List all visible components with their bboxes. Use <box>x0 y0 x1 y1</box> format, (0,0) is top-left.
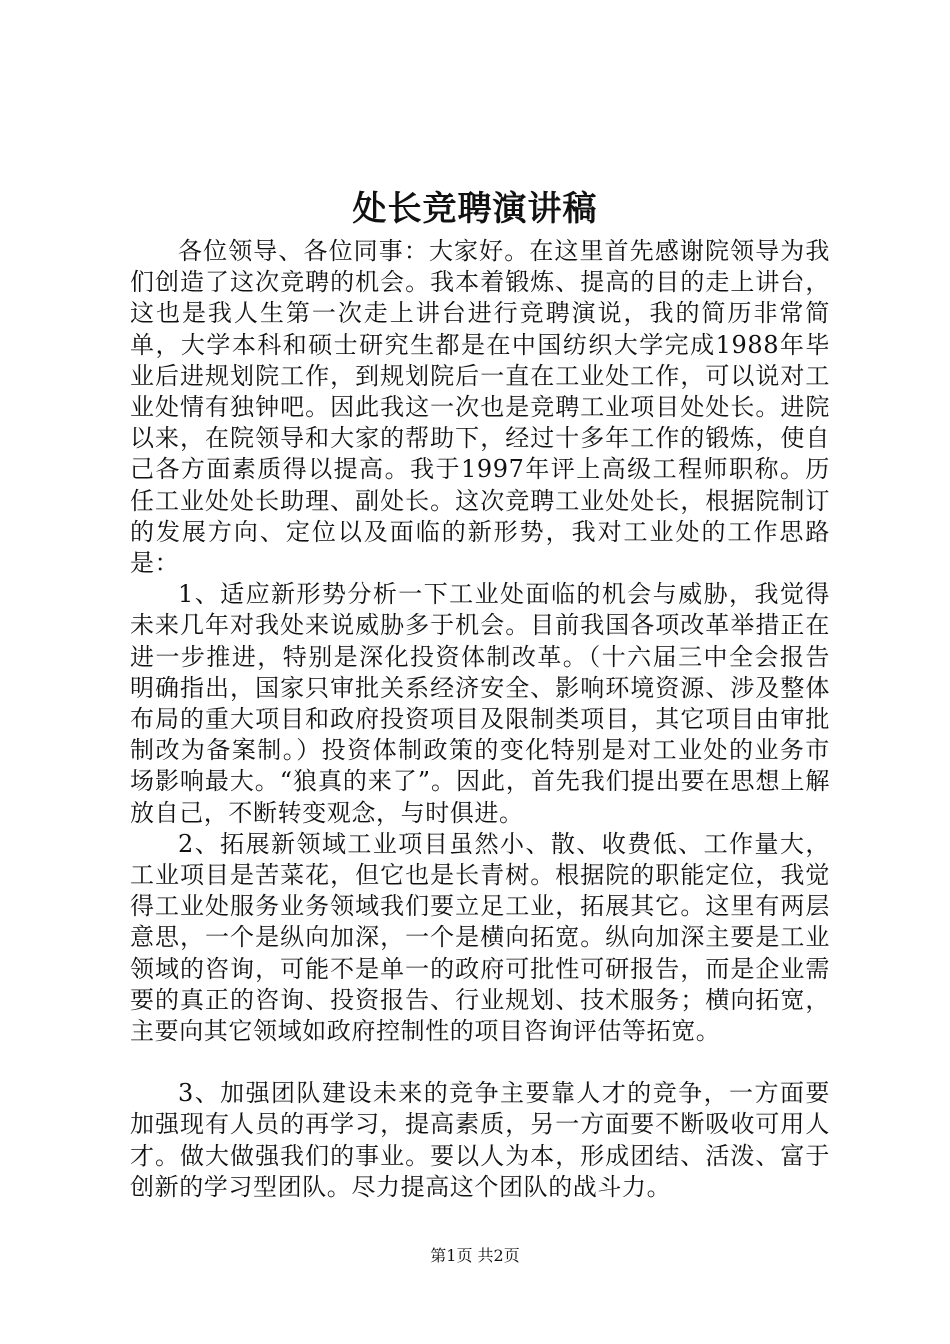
paragraph-point-3: 3、加强团队建设未来的竞争主要靠人才的竞争，一方面要加强现有人员的再学习，提高素质，另一方面要不断吸收可用人才。做大做强我们的事业。要以人为本，形成团结、活泼、富于创新的学习型团队。尽力提高这个团队的战斗力。 <box>130 1079 830 1201</box>
document-body <box>130 236 830 1203</box>
paragraph-intro: 各位领导、各位同事：大家好。在这里首先感谢院领导为我们创造了这次竞聘的机会。我本着锻炼、提高的目的走上讲台，这也是我人生第一次走上讲台进行竞聘演说，我的简历非常简单，大学本科和硕士研究生都是在中国纺织大学完成1988年毕业后进规划院工作，到规划院后一直在工业处工作，可以说对工业处情有独钟吧。因此我这一次也是竞聘工业项目处处长。进院以来，在院领导和大家的帮助下，经过十多年工作的锻炼，使自己各方面素质得以提高。我于1997年评上高级工程师职称。历任工业处处长助理、副处长。这次竞聘工业处处长，根据院制订的发展方向、定位以及面临的新形势，我对工业处的工作思路是： <box>130 237 830 578</box>
paragraph-point-1: 1、适应新形势分析一下工业处面临的机会与威胁，我觉得未来几年对我处来说威胁多于机会。目前我国各项改革举措正在进一步推进，特别是深化投资体制改革。（十六届三中全会报告明确指出，国家只审批关系经济安全、影响环境资源、涉及整体布局的重大项目和政府投资项目及限制类项目，其它项目由审批制改为备案制。）投资体制政策的变化特别是对工业处的业务市场影响最大。“狼真的来了”。因此，首先我们提出要在思想上解放自己，不断转变观念，与时俱进。 <box>130 580 830 827</box>
paragraph-point-2: 2、拓展新领域工业项目虽然小、散、收费低、工作量大，工业项目是苦菜花，但它也是长青树。根据院的职能定位，我觉得工业处服务业务领域我们要立足工业，拓展其它。这里有两层意思，一个是纵向加深，一个是横向拓宽。纵向加深主要是工业领域的咨询，可能不是单一的政府可批性可研报告，而是企业需要的真正的咨询、投资报告、行业规划、技术服务；横向拓宽，主要向其它领域如政府控制性的项目咨询评估等拓宽。 <box>130 829 830 1046</box>
page-footer: 第1页 共2页 <box>430 1246 520 1265</box>
document-title: 处长竞聘演讲稿 <box>352 189 598 229</box>
